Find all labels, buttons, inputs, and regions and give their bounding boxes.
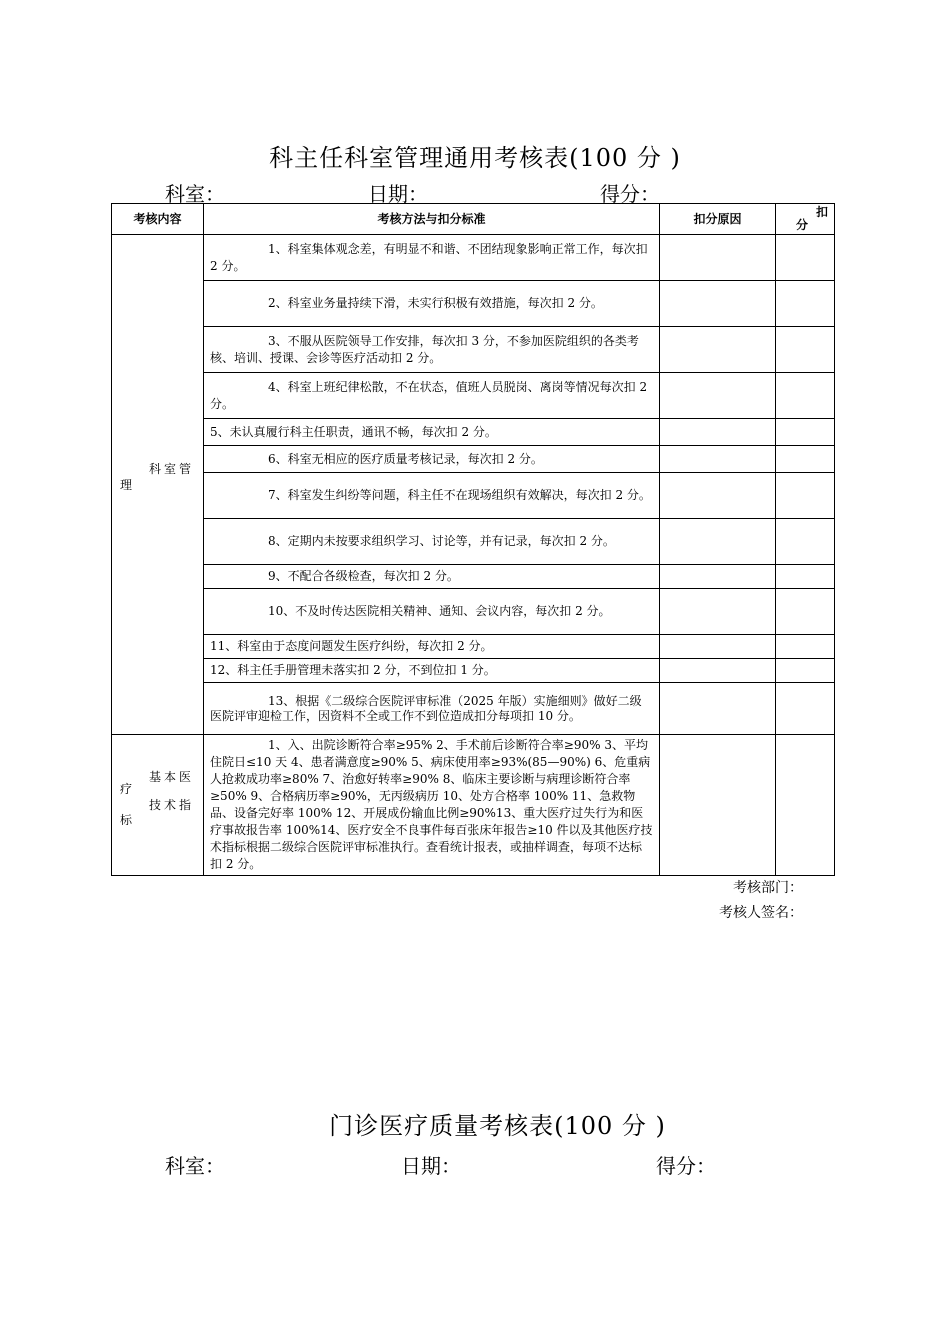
reason-cell[interactable] <box>660 473 776 519</box>
table-row <box>112 327 835 373</box>
reason-cell[interactable] <box>660 281 776 327</box>
deduct-cell[interactable] <box>776 327 835 373</box>
form1-dept-label: 科室： <box>165 182 225 206</box>
criterion-11: 11、科室由于态度问题发生医疗纠纷，每次扣 2 分。 <box>204 635 660 659</box>
criterion-10: 10、不及时传达医院相关精神、通知、会议内容，每次扣 2 分。 <box>204 589 660 635</box>
category-indicators-part-b: 疗 <box>120 782 136 796</box>
table-row <box>112 735 835 876</box>
criterion-9: 9、不配合各级检查，每次扣 2 分。 <box>204 565 660 589</box>
deduct-cell[interactable] <box>776 373 835 419</box>
header-deduct-a: 扣 <box>815 205 828 219</box>
reason-cell[interactable] <box>660 235 776 281</box>
table-row <box>112 589 835 635</box>
criterion-13: 13、根据《二级综合医院评审标准（2025 年版）实施细则》做好二级医院评审迎检工作，因资料不全或工作不到位造成扣分每项扣 10 分。 <box>204 683 660 735</box>
form2-score-label: 得分： <box>656 1154 716 1178</box>
header-deduct <box>776 204 835 235</box>
deduct-cell[interactable] <box>776 281 835 327</box>
header-deduct-b: 分 <box>796 218 809 232</box>
deduct-cell[interactable] <box>776 683 835 735</box>
form1-title: 科主任科室管理通用考核表(100 分 ) <box>269 144 681 172</box>
form2-title: 门诊医疗质量考核表(100 分 ) <box>329 1112 666 1140</box>
reason-cell[interactable] <box>660 519 776 565</box>
reason-cell[interactable] <box>660 373 776 419</box>
table-row <box>112 683 835 735</box>
reason-cell[interactable] <box>660 683 776 735</box>
assessor-signature-label: 考核人签名： <box>719 905 803 921</box>
reason-cell[interactable] <box>660 446 776 473</box>
deduct-cell[interactable] <box>776 519 835 565</box>
table-row <box>112 565 835 589</box>
criterion-2: 2、科室业务量持续下滑，未实行积极有效措施，每次扣 2 分。 <box>204 281 660 327</box>
deduct-cell[interactable] <box>776 589 835 635</box>
form2-dept-label: 科室： <box>165 1154 225 1178</box>
reason-cell[interactable] <box>660 659 776 683</box>
criterion-6: 6、科室无相应的医疗质量考核记录，每次扣 2 分。 <box>204 446 660 473</box>
category-management-part-b: 理 <box>120 478 136 492</box>
table-row <box>112 446 835 473</box>
reason-cell[interactable] <box>660 327 776 373</box>
criterion-8: 8、定期内未按要求组织学习、讨论等，并有记录，每次扣 2 分。 <box>204 519 660 565</box>
deduct-cell[interactable] <box>776 235 835 281</box>
table-row <box>112 519 835 565</box>
category-management-part-a: 科室管 <box>149 462 195 476</box>
reason-cell[interactable] <box>660 419 776 446</box>
category-indicators-part-c: 技术指 <box>149 798 195 812</box>
form2-date-label: 日期： <box>401 1154 461 1178</box>
table-row <box>112 419 835 446</box>
criterion-5: 5、未认真履行科主任职责，通讯不畅，每次扣 2 分。 <box>204 419 660 446</box>
assessing-dept-label: 考核部门： <box>733 880 803 896</box>
deduct-cell[interactable] <box>776 419 835 446</box>
reason-cell[interactable] <box>660 635 776 659</box>
deduct-cell[interactable] <box>776 473 835 519</box>
table-row <box>112 473 835 519</box>
deduct-cell[interactable] <box>776 446 835 473</box>
form1-date-label: 日期： <box>368 182 428 206</box>
reason-cell[interactable] <box>660 589 776 635</box>
reason-cell[interactable] <box>660 565 776 589</box>
header-reason: 扣分原因 <box>660 204 776 235</box>
deduct-cell[interactable] <box>776 635 835 659</box>
criterion-12: 12、科主任手册管理未落实扣 2 分，不到位扣 1 分。 <box>204 659 660 683</box>
category-indicators-part-d: 标 <box>120 813 136 827</box>
criterion-1: 1、科室集体观念差，有明显不和谐、不团结现象影响正常工作，每次扣 2 分。 <box>204 235 660 281</box>
header-content: 考核内容 <box>112 204 204 235</box>
table-row <box>112 235 835 281</box>
deduct-cell[interactable] <box>776 565 835 589</box>
table-header-row <box>112 204 835 235</box>
criterion-3: 3、不服从医院领导工作安排，每次扣 3 分，不参加医院组织的各类考核、培训、授课、会诊等医疗活动扣 2 分。 <box>204 327 660 373</box>
table-row <box>112 281 835 327</box>
criterion-4: 4、科室上班纪律松散，不在状态，值班人员脱岗、离岗等情况每次扣 2 分。 <box>204 373 660 419</box>
category-management <box>112 235 204 735</box>
table-row <box>112 635 835 659</box>
table-row <box>112 373 835 419</box>
category-medical-indicators <box>112 735 204 876</box>
criterion-indicators: 1、入、出院诊断符合率≥95% 2、手术前后诊断符合率≥90% 3、平均住院日≤10 天 4、患者满意度≥90% 5、病床使用率≥93%(85—90%) 6、危重病人抢救成功率≥80% 7、治愈好转率≥90% 8、临床主要诊断与病理诊断符合率≥50% 9、合格病历率≥90%，无丙级病历 10、处方合格率 100% 11、急救物品、设备完好率 100% 12、开展成份输血比例≥90%13、重大医疗过失行为和医疗事故报告率 100%14、医疗安全不良事件每百张床年报告≥10 件以及其他医疗技术指标根据二级综合医院评审标准执行。查看统计报表，或抽样调查，每项不达标扣 2 分。 <box>204 735 660 876</box>
criterion-7: 7、科室发生纠纷等问题，科主任不在现场组织有效解决，每次扣 2 分。 <box>204 473 660 519</box>
deduct-cell[interactable] <box>776 735 835 876</box>
deduct-cell[interactable] <box>776 659 835 683</box>
table-row <box>112 659 835 683</box>
category-indicators-part-a: 基本医 <box>149 770 195 784</box>
assessment-table <box>111 203 835 876</box>
form1-score-label: 得分： <box>600 182 660 206</box>
header-method: 考核方法与扣分标准 <box>204 204 660 235</box>
reason-cell[interactable] <box>660 735 776 876</box>
